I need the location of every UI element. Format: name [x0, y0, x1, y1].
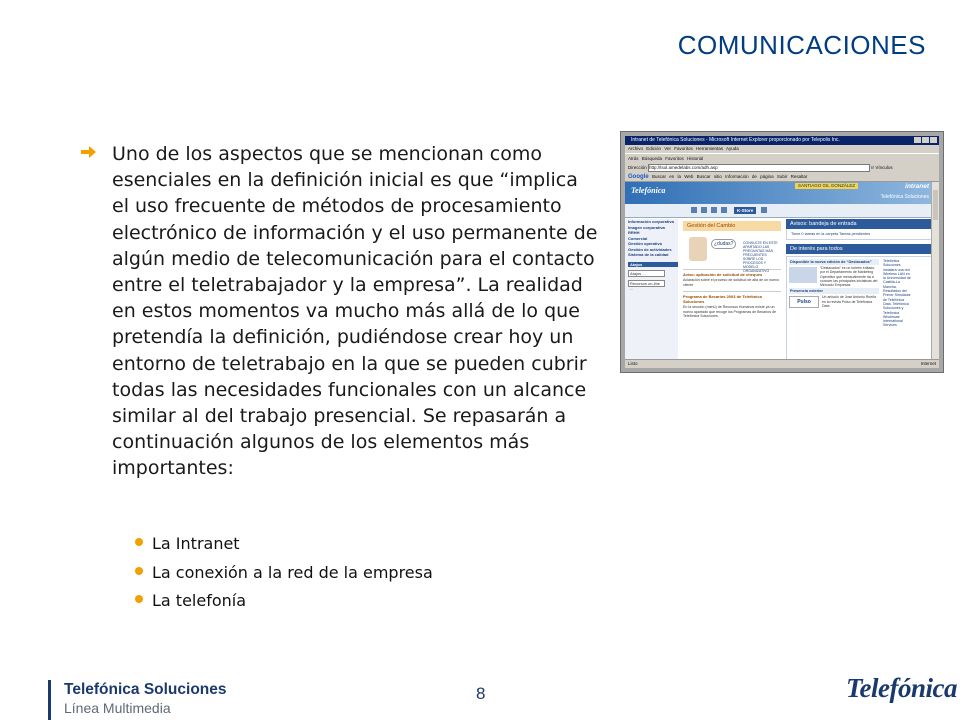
gestion-header: Gestión del Cambio: [683, 221, 781, 231]
footer-company: Telefónica Soluciones: [64, 681, 227, 698]
links-label: Vínculos: [875, 165, 893, 170]
intro-paragraph: Uno de los aspectos que se mencionan como esenciales en la definición inicial es que “implica el uso frecuente de métodos de procesamiento electrónico de información y el uso permanente de algún medio de telecomunicación para el contacto entre el teletrabajador y la empresa”. La realidad en estos momentos va mucho más allá de lo que pretendía la definición, pudiéndose crear hoy un entorno de teletrabajo en la que se pueden cubrir todas las necesidades funcionales con un alcance similar al del trabajo presencial. Se repasarán a continuación algunos de los elementos más importantes:: [112, 143, 598, 480]
interes-box: [786, 256, 932, 360]
intranet-screenshot: [620, 131, 944, 373]
bullet-text: La telefonía: [152, 591, 247, 610]
user-name: SANTIAGO GIL GONZÁLEZ: [795, 183, 858, 189]
destacado-text: “Destacados” es un boletín editado por el Departamento de Marketing Operativo que mensualmente da a conocer las principales iniciativas del Mercado Empresas: [820, 266, 878, 288]
dudas-caption: CONSULTE EN ESTE APARTADO LAS PREGUNTAS MÁS FRECUENTES SOBRE LOS PROCESOS Y MODELO ORGANIZATIVO: [743, 241, 778, 273]
site-logo: Telefónica: [631, 186, 666, 195]
home-icon: [691, 207, 697, 213]
list-item: [130, 589, 433, 618]
interes-header: De interés para todos: [786, 244, 932, 254]
side-links: Telefónica Soluciones instalará una red Wireless LAN en la Universidad de Castilla-La Mancha. Resultados del Primer Simulador de Telefónica Data. Telefónica Soluciones y Telefónica Wholesale International Services: [883, 259, 911, 328]
bullet-dot-icon: [135, 538, 143, 546]
close-icon: [930, 137, 937, 143]
presencia-title: Presencia exterior: [789, 288, 879, 294]
dudas-banner: [683, 235, 781, 273]
destacado-image: [789, 267, 817, 283]
page-scrollbar: [931, 182, 939, 360]
bullet-text: La Intranet: [152, 534, 240, 553]
becarios-text: En la sección (menú) de Recursos Humanos existe ya un nuevo apartado que recoge los Programas de Becarios de Telefónica Soluciones.: [683, 305, 777, 318]
destacado-title: Disponible la nueva edición de “Destacados”: [789, 259, 879, 265]
kstore-button: K-Store: [734, 207, 756, 214]
nav-item: Sistema de la calidad: [628, 252, 669, 257]
page-number: 8: [476, 684, 486, 703]
address-bar: [625, 163, 939, 172]
search-icon: [721, 207, 727, 213]
nav-item: Información corporativa: [628, 219, 674, 224]
nav-item: Gestión de actividades: [628, 246, 672, 252]
site-company: Telefónica Soluciones: [880, 194, 929, 200]
browser-status-bar: [625, 359, 939, 368]
bullet-text: La conexión a la red de la empresa: [152, 562, 433, 582]
slide-title: COMUNICACIONES: [677, 30, 926, 60]
atajos-header: Atajos: [628, 262, 678, 268]
recursos-select: Recursos on-line ...: [628, 280, 665, 287]
tareas-line: Tiene 0 tareas en la carpeta Tareas pendientes: [786, 229, 932, 240]
site-right-column: [786, 219, 932, 360]
bullet-dot-icon: [135, 567, 143, 575]
intranet-page: [625, 182, 939, 360]
pulso-logo: Pulso: [789, 296, 819, 308]
browser-toolbar: Atrás Búsqueda Favoritos Historial: [625, 153, 939, 164]
bullet-dot-icon: [135, 595, 143, 603]
body-text: [78, 141, 600, 482]
browser-menu-bar: Archivo Edición Ver Favoritos Herramientas Ayuda: [625, 145, 939, 153]
address-field: http://tsol.amedelabs.com/adh.asp: [648, 164, 870, 172]
telefonica-logo: Telefónica: [846, 673, 957, 703]
window-controls: [914, 137, 937, 143]
bullet-list: [130, 532, 433, 618]
person-photo: [689, 237, 707, 261]
nav-item: RRHH: [628, 230, 640, 235]
footer-division: Línea Multimedia: [64, 700, 171, 716]
google-toolbar-items: Buscar en la Web Buscar sitio Información de página Subir Resaltar: [651, 174, 808, 179]
list-item: [130, 532, 433, 561]
help-icon: [761, 207, 767, 213]
status-text: Listo: [628, 361, 638, 366]
google-toolbar: [625, 172, 939, 182]
browser-title-bar: [625, 136, 939, 145]
aviso-title: Aviso: aplicación de solicitud de cheques: [683, 269, 781, 277]
atajos-select: Atajos ...: [628, 270, 665, 277]
becarios-title: Programa de Becarios 2003 de Telefónica Soluciones: [683, 291, 781, 304]
aviso-text: Aclaración sobre el proceso de solicitud de alta de un nuevo cliente: [683, 278, 779, 287]
intranet-label: intranet: [905, 183, 929, 190]
google-logo: Google: [628, 174, 649, 180]
mail-icon: [701, 207, 707, 213]
site-icon-row: [625, 204, 932, 218]
scroll-thumb: [933, 190, 938, 220]
minimize-icon: [914, 137, 921, 143]
avisos-header: Avisos: bandeja de entrada: [786, 219, 932, 229]
presencia-text: Un artículo de José Antonio Rueña en la revista Pulso de Telefónica Data: [822, 295, 877, 309]
address-label: Dirección: [628, 165, 647, 170]
address-go: Ir: [871, 165, 875, 170]
nav-item: Gestión operativa: [628, 241, 662, 246]
nav-item: Imagen corporativa: [628, 224, 665, 230]
arrow-bullet-icon: [78, 142, 98, 162]
dudas-bubble: ¿dudas?: [711, 239, 736, 249]
site-left-nav: [625, 219, 678, 360]
list-item: [130, 561, 433, 590]
calendar-icon: [711, 207, 717, 213]
nav-item: Comercial: [628, 235, 648, 241]
interes-main: [789, 259, 879, 309]
site-center-column: [683, 221, 781, 319]
maximize-icon: [922, 137, 929, 143]
footer-divider: [48, 680, 51, 720]
intranet-header: [625, 182, 932, 204]
browser-window-title: Intranet de Telefónica Soluciones - Microsoft Internet Explorer proporcionado por Telepolis Inc.: [631, 137, 840, 143]
status-zone: Internet: [920, 361, 936, 366]
